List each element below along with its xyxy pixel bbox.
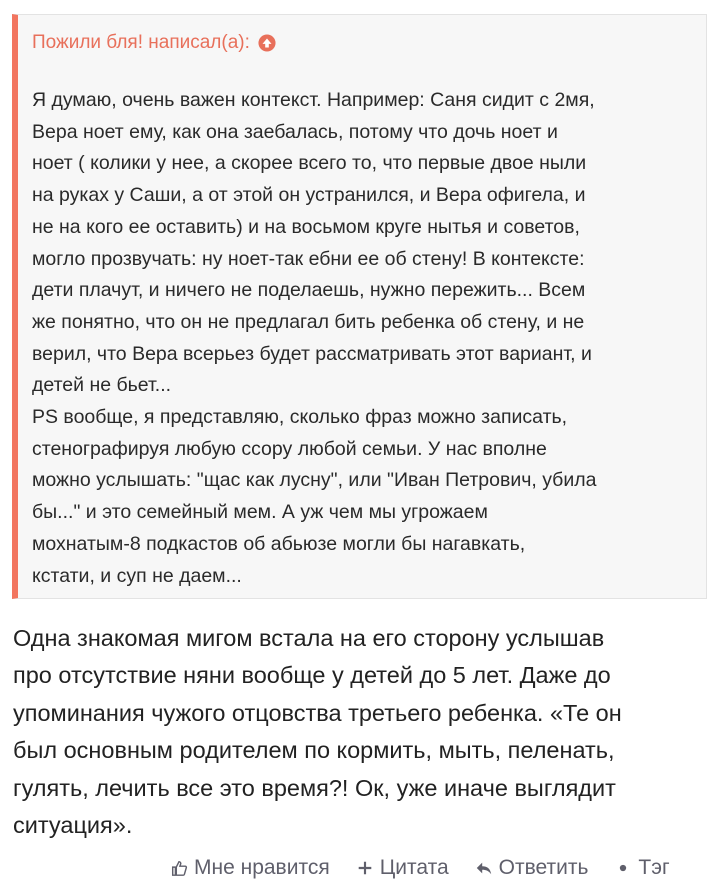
quote-line: дети плачут, и ничего не поделаешь, нужно пережить... Всем bbox=[32, 279, 586, 302]
quote-line: мохнатым-8 подкастов об абьюзе могли бы нагавкать, bbox=[32, 532, 526, 555]
quote-button[interactable] bbox=[356, 856, 449, 880]
quote-author-link[interactable] bbox=[32, 32, 276, 54]
post-actions bbox=[170, 856, 670, 880]
reply-button[interactable] bbox=[475, 856, 589, 880]
quote-line: стенографируя любую ссору любой семьи. У нас вполне bbox=[32, 437, 547, 460]
quote-author-line[interactable]: Пожили бля! написал(а): bbox=[32, 32, 250, 53]
reply-label[interactable]: Ответить bbox=[498, 856, 589, 879]
arrow-up-circle-icon[interactable] bbox=[258, 34, 276, 52]
quote-line: же понятно, что он не предлагал бить ребенка об стену, и не bbox=[32, 310, 585, 333]
quote-block bbox=[12, 14, 707, 599]
quote-line: верил, что Вера всерьез будет рассматривать этот вариант, и bbox=[32, 342, 592, 365]
quote-line: могло прозвучать: ну ноет-так ебни ее об стену! В контексте: bbox=[32, 247, 585, 270]
post-line: Одна знакомая мигом встала на его сторону услышав bbox=[13, 625, 605, 651]
quote-line: бы..." и это семейный мем. А уж чем мы угрожаем bbox=[32, 501, 488, 524]
like-label[interactable]: Мне нравится bbox=[194, 856, 330, 879]
post-line: ситуация». bbox=[13, 812, 133, 839]
quote-line: Я думаю, очень важен контекст. Например: Саня сидит с 2мя, bbox=[32, 89, 595, 111]
plus-icon bbox=[356, 859, 374, 877]
quote-line: на руках у Саши, а от этой он устранился, и Вера офигела, и bbox=[32, 184, 586, 207]
quote-line: можно услышать: "щас как лусну", или "Иван Петрович, убила bbox=[32, 469, 597, 492]
tag-label[interactable]: Тэг bbox=[638, 856, 670, 879]
reply-icon bbox=[475, 859, 493, 877]
quote-line: PS вообще, я представляю, сколько фраз можно записать, bbox=[32, 406, 568, 429]
post-line: про отсутствие няни вообще у детей до 5 лет. Даже до bbox=[13, 662, 611, 689]
tag-button[interactable] bbox=[614, 856, 669, 880]
post-line: упоминания чужого отцовства третьего ребенка. «Те он bbox=[13, 699, 622, 726]
thumbs-up-icon bbox=[170, 859, 188, 877]
quote-line: кстати, и суп не даем... bbox=[32, 564, 242, 587]
tag-icon bbox=[614, 859, 632, 877]
quote-line: ноет ( колики у нее, а скорее всего то, что первые двое ныли bbox=[32, 152, 587, 175]
quote-line: детей не бьет... bbox=[32, 374, 172, 397]
post-text bbox=[13, 620, 708, 844]
quote-line: Вера ноет ему, как она заебалась, потому что дочь ноет и bbox=[32, 120, 558, 143]
quote-text bbox=[32, 85, 702, 592]
post-line: гулять, лечить все это время?! Ок, уже иначе выглядит bbox=[13, 774, 616, 801]
quote-line: не на кого ее оставить) и на восьмом круге нытья и советов, bbox=[32, 215, 580, 238]
quote-label[interactable]: Цитата bbox=[379, 856, 449, 879]
like-button[interactable] bbox=[170, 856, 330, 880]
post-line: был основным родителем по кормить, мыть, пеленать, bbox=[13, 737, 615, 764]
